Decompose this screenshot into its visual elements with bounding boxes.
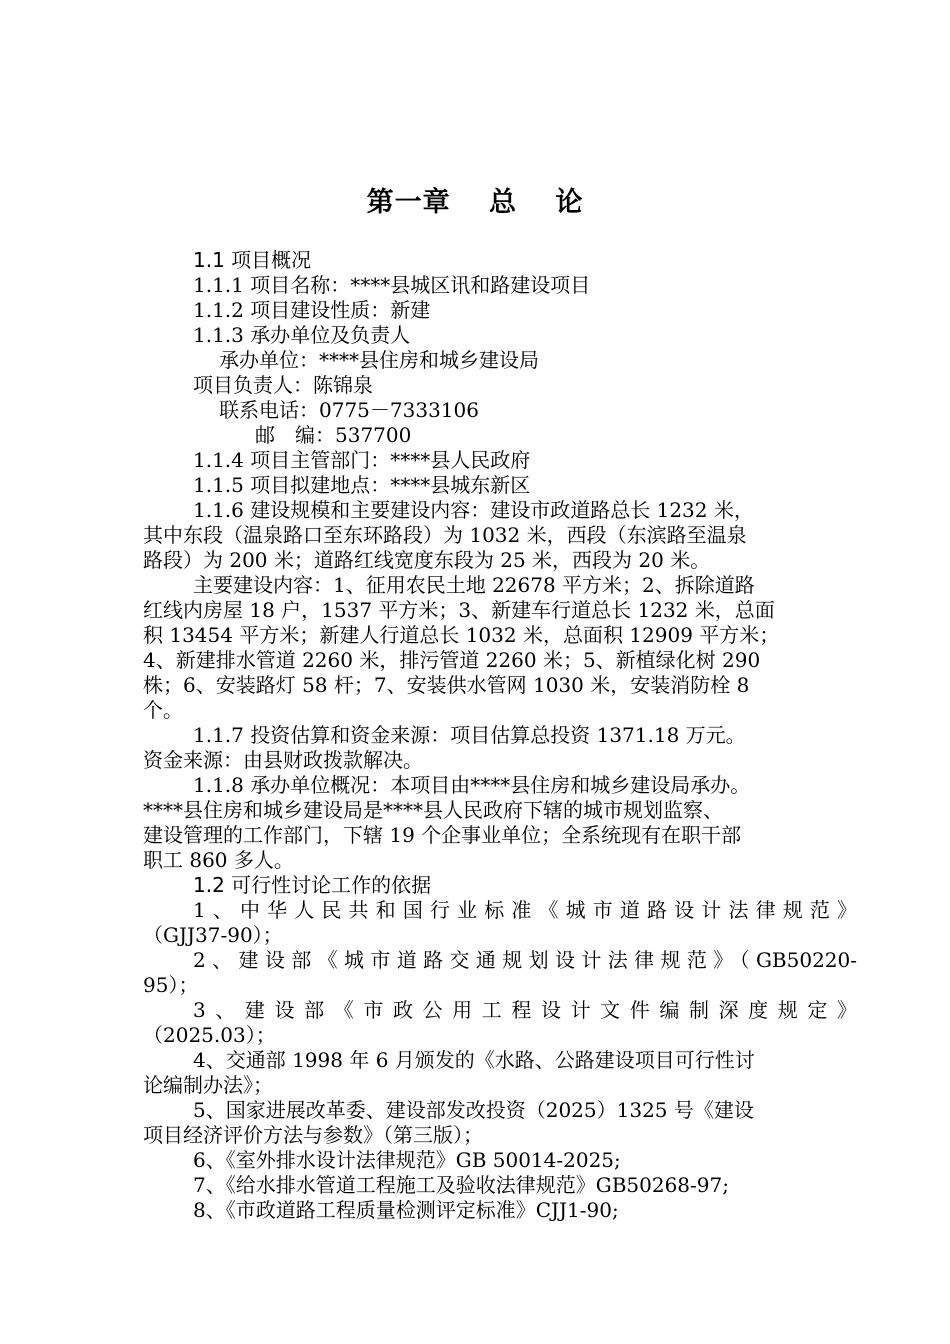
text-line: 株；6、安装路灯 58 杆；7、安装供水管网 1030 米，安装消防栓 8 xyxy=(143,673,750,697)
text-line: 项目经济评价方法与参数》（第三版）； xyxy=(143,1123,483,1147)
text-line: （GJJ37-90）； xyxy=(143,923,283,947)
chapter-title: 第一章 总 论 xyxy=(366,187,584,218)
text-line: 职工 860 多人。 xyxy=(143,848,294,872)
text-line: 红线内房屋 18 户，1537 平方米；3、新建车行道总长 1232 米，总面 xyxy=(143,598,775,622)
text-line: 1.1.3 承办单位及负责人 xyxy=(193,323,411,347)
text-line: 个。 xyxy=(143,698,183,722)
text-line: 8、《市政道路工程质量检测评定标准》CJJ1-90; xyxy=(193,1198,619,1222)
text-line: （2025.03）； xyxy=(143,1023,276,1047)
text-line: 邮 编：537700 xyxy=(255,423,412,447)
text-line: 4、交通部 1998 年 6 月颁发的《水路、公路建设项目可行性讨 xyxy=(193,1048,755,1072)
text-line: 3、建设部《市政公用工程设计文件编制深度规定》 xyxy=(193,998,857,1022)
text-line: 1.1.5 项目拟建地点：****县城东新区 xyxy=(193,473,531,497)
section-heading: 1.1 项目概况 xyxy=(193,248,312,272)
text-line: 6、《室外排水设计法律规范》GB 50014-2025; xyxy=(193,1148,621,1172)
text-line: 资金来源：由县财政拨款解决。 xyxy=(143,748,423,772)
text-line: 主要建设内容：1、征用农民土地 22678 平方米；2、拆除道路 xyxy=(193,573,755,597)
text-line: 1.1.6 建设规模和主要建设内容：建设市政道路总长 1232 米， xyxy=(193,498,754,522)
text-line: 1.1.2 项目建设性质：新建 xyxy=(193,298,431,322)
text-line: 积 13454 平方米；新建人行道总长 1032 米，总面积 12909 平方米； xyxy=(143,623,780,647)
text-line: 建设管理的工作部门，下辖 19 个企事业单位；全系统现有在职干部 xyxy=(143,823,742,847)
text-line: 1.1.1 项目名称：****县城区讯和路建设项目 xyxy=(193,273,591,297)
text-line: 1、中华人民共和国行业标准《城市道路设计法律规范》 xyxy=(193,898,857,922)
text-line: 1.1.7 投资估算和资金来源：项目估算总投资 1371.18 万元。 xyxy=(193,723,746,747)
text-line: 论编制办法》； xyxy=(143,1073,273,1097)
text-line: 1.1.8 承办单位概况：本项目由****县住房和城乡建设局承办。 xyxy=(193,773,751,797)
text-line: 1.1.4 项目主管部门：****县人民政府 xyxy=(193,448,531,472)
text-line: 承办单位：****县住房和城乡建设局 xyxy=(219,348,539,372)
text-line: 联系电话：0775－7333106 xyxy=(219,398,479,422)
text-line: 项目负责人：陈锦泉 xyxy=(193,373,373,397)
text-line: 95）； xyxy=(143,973,199,997)
text-line: 其中东段（温泉路口至东环路段）为 1032 米，西段（东滨路至温泉 xyxy=(143,523,747,547)
section-heading: 1.2 可行性讨论工作的依据 xyxy=(193,873,432,897)
text-line: 4、新建排水管道 2260 米，排污管道 2260 米；5、新植绿化树 290 xyxy=(143,648,761,672)
text-line: 5、国家进展改革委、建设部发改投资（2025）1325 号《建设 xyxy=(193,1098,754,1122)
text-line: 路段）为 200 米；道路红线宽度东段为 25 米，西段为 20 米。 xyxy=(143,548,711,572)
text-line: ****县住房和城乡建设局是****县人民政府下辖的城市规划监察、 xyxy=(143,798,723,822)
text-line: 7、《给水排水管道工程施工及验收法律规范》GB50268-97; xyxy=(193,1173,729,1197)
text-line: 2、建设部《城市道路交通规划设计法律规范》（GB50220- xyxy=(193,948,857,972)
document-body xyxy=(143,248,857,1223)
